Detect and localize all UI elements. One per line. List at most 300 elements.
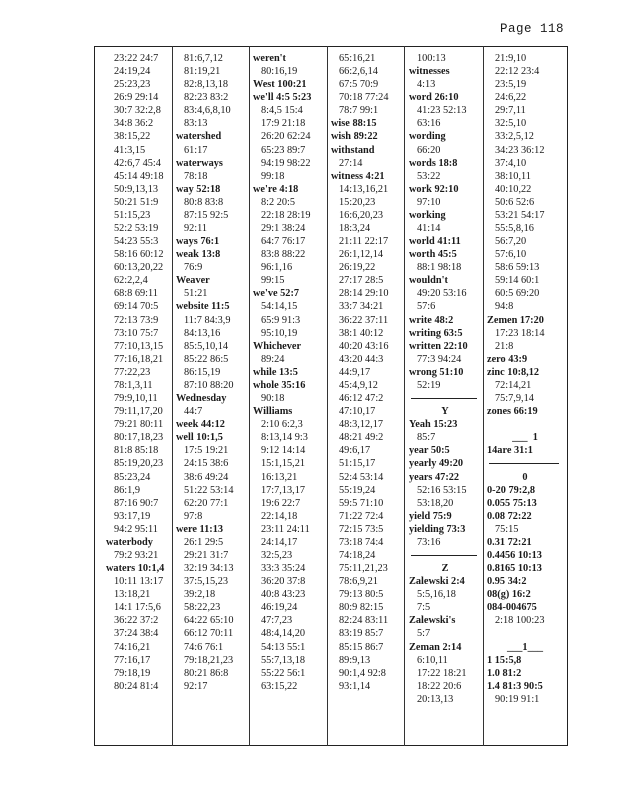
index-headword: Zemen 17:20 [487, 314, 544, 326]
index-locator: 26:20 62:24 [261, 131, 311, 143]
index-headword: witnesses [409, 66, 450, 78]
section-letter: Y [441, 406, 449, 418]
index-locator: 58:22,23 [184, 602, 221, 614]
index-headword: yearly 49:20 [409, 458, 464, 470]
index-locator: 63:15,22 [261, 680, 298, 692]
index-locator: 59:5 71:10 [339, 497, 384, 509]
index-headword: 084-004675 [487, 602, 537, 614]
index-locator: 54:13 55:1 [261, 641, 306, 653]
index-column-5 [409, 52, 481, 706]
index-headword: Wednesday [176, 393, 227, 405]
index-headword: waters 10:1,4 [106, 563, 165, 575]
index-locator: 29:1 38:24 [261, 223, 306, 235]
index-locator: 59:14 60:1 [495, 275, 540, 287]
index-locator: 22:12 23:4 [495, 66, 540, 78]
index-locator: 79:9,10,11 [114, 393, 158, 405]
index-locator: 32:19 34:13 [184, 563, 234, 575]
index-locator: 49:20 53:16 [417, 288, 467, 300]
index-locator: 96:1,16 [261, 262, 293, 274]
index-locator: 79:21 80:11 [114, 419, 164, 431]
index-locator: 41:23 52:13 [417, 105, 467, 117]
index-headword: zero 43:9 [487, 353, 528, 365]
index-locator: 24:15 38:6 [184, 458, 229, 470]
index-locator: 17:9 21:18 [261, 118, 306, 130]
index-locator: 17:5 19:21 [184, 445, 229, 457]
index-locator: 100:13 [417, 53, 446, 64]
index-column-3 [253, 52, 325, 693]
index-headword: wish 89:22 [331, 131, 378, 143]
index-locator: 89:24 [261, 353, 285, 365]
index-locator: 29:7,11 [495, 105, 526, 117]
index-locator: 10:11 13:17 [114, 576, 164, 588]
index-headword: wouldn't [409, 275, 448, 287]
index-locator: 97:10 [417, 196, 441, 208]
index-locator: 40:8 43:23 [261, 589, 306, 601]
index-locator: 14:13,16,21 [339, 183, 389, 195]
index-headword: work 92:10 [409, 183, 459, 195]
index-locator: 62:20 77:1 [184, 497, 229, 509]
index-locator: 51:22 53:14 [184, 484, 234, 496]
index-locator: 69:14 70:5 [114, 301, 159, 313]
index-headword: weak 13:8 [176, 249, 221, 261]
index-locator: 79:18,19 [114, 667, 151, 679]
index-locator: 47:10,17 [339, 406, 376, 418]
index-locator: 94:19 98:22 [261, 157, 311, 169]
index-headword: Whichever [253, 340, 302, 352]
index-headword: 0.055 75:13 [487, 497, 537, 509]
index-locator: 30:7 32:2,8 [114, 105, 161, 117]
index-headword: we've 52:7 [253, 288, 300, 300]
index-locator: 87:15 92:5 [184, 209, 229, 221]
index-locator: 81:6,7,12 [184, 53, 223, 64]
index-locator: 79:13 80:5 [339, 589, 384, 601]
index-locator: 44:9,17 [339, 366, 371, 378]
index-locator: 86:15,19 [184, 366, 221, 378]
index-locator: 26:9 29:14 [114, 92, 159, 104]
index-locator: 44:7 [184, 406, 203, 418]
index-locator: 84:13,16 [184, 327, 221, 339]
section-letter: ___ 1 [512, 432, 538, 444]
index-headword: zinc 10:8,12 [487, 366, 540, 378]
index-locator: 58:6 59:13 [495, 262, 540, 274]
index-locator: 24:6,22 [495, 92, 527, 104]
index-headword: way 52:18 [176, 183, 221, 195]
index-locator: 82:8,13,18 [184, 79, 229, 91]
index-locator: 68:8 69:11 [114, 288, 158, 300]
index-column-2 [176, 52, 248, 693]
index-locator: 78:6,9,21 [339, 576, 378, 588]
index-headword: Weaver [176, 275, 210, 287]
index-locator: 8:2 20:5 [261, 196, 296, 208]
index-locator: 72:14,21 [495, 379, 532, 391]
index-headword: yield 75:9 [409, 510, 452, 522]
index-locator: 46:12 47:2 [339, 393, 384, 405]
index-locator: 23:22 24:7 [114, 53, 159, 64]
index-locator: 49:6,17 [339, 445, 371, 457]
index-locator: 77:16,18,21 [114, 353, 164, 365]
index-locator: 85:5,10,14 [184, 340, 229, 352]
index-locator: 23:5,19 [495, 79, 527, 91]
index-locator: 26:19,22 [339, 262, 376, 274]
index-locator: 22:18 28:19 [261, 209, 311, 221]
index-headword: 0.8165 10:13 [487, 563, 542, 575]
index-locator: 52:2 53:19 [114, 223, 159, 235]
index-locator: 19:6 22:7 [261, 497, 301, 509]
index-locator: 65:9 91:3 [261, 314, 301, 326]
index-headword: 0.31 72:21 [487, 536, 532, 548]
index-headword: Yeah 15:23 [409, 419, 458, 431]
index-headword: we'll 4:5 5:23 [253, 92, 312, 104]
index-locator: 83:8 88:22 [261, 249, 306, 261]
index-locator: 80:8 83:8 [184, 196, 224, 208]
index-locator: 73:10 75:7 [114, 327, 159, 339]
index-locator: 78:1,3,11 [114, 379, 153, 391]
index-locator: 5:5,16,18 [417, 589, 456, 601]
index-locator: 72:15 73:5 [339, 523, 384, 535]
index-headword: writing 63:5 [409, 327, 463, 339]
index-locator: 2:18 100:23 [495, 615, 545, 627]
index-locator: 76:9 [184, 262, 203, 274]
index-locator: 55:22 56:1 [261, 667, 306, 679]
index-locator: 48:3,12,17 [339, 419, 384, 431]
column-divider [172, 46, 173, 746]
index-locator: 75:7,9,14 [495, 393, 534, 405]
index-locator: 52:4 53:14 [339, 471, 384, 483]
index-locator: 80:9 82:15 [339, 602, 384, 614]
index-locator: 26:1,12,14 [339, 249, 384, 261]
index-locator: 24:14,17 [261, 536, 298, 548]
index-locator: 9:12 14:14 [261, 445, 306, 457]
index-locator: 73:18 74:4 [339, 536, 384, 548]
index-locator: 75:11,21,23 [339, 563, 388, 575]
index-locator: 51:21 [184, 288, 208, 300]
index-locator: 38:15,22 [114, 131, 151, 143]
index-headword: wrong 51:10 [409, 366, 464, 378]
index-locator: 32:5,10 [495, 118, 527, 130]
index-headword: zones 66:19 [487, 406, 538, 418]
index-locator: 23:11 24:11 [261, 523, 310, 535]
index-locator: 85:23,24 [114, 471, 151, 483]
index-locator: 97:8 [184, 510, 203, 522]
index-headword: 1 15:5,8 [487, 654, 522, 666]
index-locator: 85:19,20,23 [114, 458, 164, 470]
index-headword: waterways [176, 157, 223, 169]
index-column-1 [106, 52, 170, 693]
index-locator: 37:24 38:4 [114, 628, 159, 640]
index-headword: years 47:22 [409, 471, 460, 483]
index-headword: well 10:1,5 [176, 432, 223, 444]
index-headword: written 22:10 [409, 340, 468, 352]
index-headword: ways 76:1 [176, 236, 220, 248]
index-locator: 64:7 76:17 [261, 236, 306, 248]
index-locator: 66:20 [417, 144, 441, 156]
index-locator: 71:22 72:4 [339, 510, 384, 522]
index-locator: 63:16 [417, 118, 441, 130]
index-locator: 39:2,18 [184, 589, 216, 601]
index-locator: 99:18 [261, 170, 285, 182]
section-rule-line [489, 463, 559, 464]
index-locator: 48:21 49:2 [339, 432, 384, 444]
index-headword: Zeman 2:14 [409, 641, 462, 653]
index-locator: 45:4,9,12 [339, 379, 378, 391]
index-locator: 52:16 53:15 [417, 484, 467, 496]
index-locator: 8:4,5 15:4 [261, 105, 303, 117]
index-locator: 83:4,6,8,10 [184, 105, 231, 117]
index-locator: 90:19 91:1 [495, 693, 540, 705]
index-locator: 28:14 29:10 [339, 288, 389, 300]
index-locator: 77:16,17 [114, 654, 151, 666]
index-column-4 [331, 52, 403, 693]
section-rule [409, 392, 481, 405]
index-locator: 94:2 95:11 [114, 523, 158, 535]
index-headword: worth 45:5 [409, 249, 457, 261]
index-locator: 81:8 85:18 [114, 445, 159, 457]
index-headword: 0.95 34:2 [487, 576, 527, 588]
index-locator [487, 418, 563, 431]
index-locator: 45:14 49:18 [114, 170, 164, 182]
index-headword: 1.0 81:2 [487, 667, 522, 679]
index-locator: 40:20 43:16 [339, 340, 389, 352]
index-locator: 92:17 [184, 680, 208, 692]
column-divider [483, 46, 484, 746]
index-locator: 55:5,8,16 [495, 223, 534, 235]
index-locator: 48:4,14,20 [261, 628, 306, 640]
index-locator: 38:10,11 [495, 170, 531, 182]
section-rule-line [411, 398, 477, 399]
index-locator: 74:16,21 [114, 641, 151, 653]
index-locator: 17:22 18:21 [417, 667, 467, 679]
index-locator: 14:1 17:5,6 [114, 602, 161, 614]
index-locator: 66:2,6,14 [339, 66, 378, 78]
index-locator: 51:15,17 [339, 458, 376, 470]
index-headword: 14are 31:1 [487, 445, 533, 457]
section-letter: Z [441, 563, 449, 575]
index-locator: 77:22,23 [114, 366, 151, 378]
index-headword: whole 35:16 [253, 379, 306, 391]
index-locator: 78:7 99:1 [339, 105, 379, 117]
index-locator: 24:19,24 [114, 66, 151, 78]
section-rule-line [411, 555, 477, 556]
index-headword: website 11:5 [176, 301, 230, 313]
column-divider [404, 46, 405, 746]
index-locator: 6:10,11 [417, 654, 448, 666]
index-locator: 47:7,23 [261, 615, 293, 627]
index-locator: 36:22 37:11 [339, 314, 389, 326]
index-locator: 38:6 49:24 [184, 471, 229, 483]
index-locator: 16:6,20,23 [339, 209, 384, 221]
index-locator: 15:20,23 [339, 196, 376, 208]
index-locator: 78:18 [184, 170, 208, 182]
index-headword: were 11:13 [176, 523, 223, 535]
index-headword: write 48:2 [409, 314, 454, 326]
index-headword: Zalewski 2:4 [409, 576, 465, 588]
index-locator: 21:9,10 [495, 53, 527, 64]
index-headword: week 44:12 [176, 419, 225, 431]
index-locator: 26:1 29:5 [184, 536, 224, 548]
index-locator: 11:7 84:3,9 [184, 314, 231, 326]
index-locator: 95:10,19 [261, 327, 298, 339]
index-locator: 64:22 65:10 [184, 615, 234, 627]
column-divider [327, 46, 328, 746]
index-locator: 42:6,7 45:4 [114, 157, 161, 169]
index-locator: 88:1 98:18 [417, 262, 462, 274]
index-headword: wording [409, 131, 446, 143]
index-locator: 41:14 [417, 223, 441, 235]
index-locator: 54:14,15 [261, 301, 298, 313]
index-headword: working [409, 209, 446, 221]
index-locator: 60:5 69:20 [495, 288, 540, 300]
index-locator: 52:19 [417, 379, 441, 391]
index-headword: we're 4:18 [253, 183, 299, 195]
index-locator: 4:13 [417, 79, 436, 91]
index-locator: 41:3,15 [114, 144, 146, 156]
index-locator: 81:19,21 [184, 66, 221, 78]
index-locator: 2:10 6:2,3 [261, 419, 303, 431]
index-locator: 36:22 37:2 [114, 615, 159, 627]
index-locator: 83:13 [184, 118, 208, 130]
index-locator: 60:13,20,22 [114, 262, 164, 274]
index-locator: 74:18,24 [339, 549, 376, 561]
index-locator: 55:19,24 [339, 484, 376, 496]
index-locator: 13:18,21 [114, 589, 151, 601]
column-divider [249, 46, 250, 746]
index-locator [487, 627, 563, 640]
index-locator: 56:7,20 [495, 236, 527, 248]
index-locator: 73:16 [417, 536, 441, 548]
index-locator: 50:6 52:6 [495, 196, 535, 208]
index-locator: 79:18,21,23 [184, 654, 234, 666]
index-locator: 80:24 81:4 [114, 680, 159, 692]
index-locator: 34:8 36:2 [114, 118, 154, 130]
index-locator: 5:7 [417, 628, 431, 640]
index-locator: 77:3 94:24 [417, 353, 462, 365]
index-locator: 93:17,19 [114, 510, 151, 522]
index-locator: 18:3,24 [339, 223, 371, 235]
index-headword: watershed [176, 131, 222, 143]
index-locator: 18:22 20:6 [417, 680, 462, 692]
index-headword: Williams [253, 406, 293, 418]
index-locator: 32:5,23 [261, 549, 293, 561]
page-number: Page 118 [499, 22, 564, 36]
index-headword: world 41:11 [409, 236, 461, 248]
index-locator: 90:1,4 92:8 [339, 667, 386, 679]
index-locator: 61:17 [184, 144, 208, 156]
index-locator: 94:8 [495, 301, 514, 313]
index-locator: 80:17,18,23 [114, 432, 164, 444]
index-headword: year 50:5 [409, 445, 450, 457]
section-letter: 0 [522, 471, 528, 483]
index-locator: 22:14,18 [261, 510, 298, 522]
index-locator: 33:3 35:24 [261, 563, 306, 575]
index-locator: 29:21 31:7 [184, 549, 229, 561]
index-headword: while 13:5 [253, 366, 298, 378]
index-locator: 65:23 89:7 [261, 144, 306, 156]
index-locator: 15:1,15,21 [261, 458, 306, 470]
index-headword: 0-20 79:2,8 [487, 484, 536, 496]
index-locator: 40:10,22 [495, 183, 532, 195]
index-locator: 66:12 70:11 [184, 628, 234, 640]
index-locator: 50:21 51:9 [114, 196, 159, 208]
index-locator: 82:23 83:2 [184, 92, 229, 104]
index-headword: West 100:21 [253, 79, 307, 91]
index-locator: 21:8 [495, 340, 514, 352]
index-locator: 83:19 85:7 [339, 628, 384, 640]
index-locator: 72:13 73:9 [114, 314, 159, 326]
index-locator: 79:2 93:21 [114, 549, 159, 561]
index-headword: wise 88:15 [331, 118, 377, 130]
index-locator: 34:23 36:12 [495, 144, 545, 156]
index-locator: 53:18,20 [417, 497, 454, 509]
section-letter: ___1___ [506, 641, 544, 653]
index-locator: 74:6 76:1 [184, 641, 224, 653]
index-locator: 67:5 70:9 [339, 79, 379, 91]
index-locator: 55:7,13,18 [261, 654, 306, 666]
index-headword: 0.08 72:22 [487, 510, 532, 522]
index-locator: 79:11,17,20 [114, 406, 163, 418]
index-locator: 36:20 37:8 [261, 576, 306, 588]
index-locator: 37:4,10 [495, 157, 527, 169]
index-locator: 85:15 86:7 [339, 641, 384, 653]
index-locator: 77:10,13,15 [114, 340, 164, 352]
index-headword: 0.4456 10:13 [487, 549, 542, 561]
index-headword: witness 4:21 [331, 170, 385, 182]
index-headword: waterbody [106, 536, 153, 548]
index-headword: yielding 73:3 [409, 523, 466, 535]
index-headword: weren't [253, 53, 286, 64]
index-locator: 80:16,19 [261, 66, 298, 78]
index-locator: 27:14 [339, 157, 363, 169]
index-locator: 65:16,21 [339, 53, 376, 64]
index-locator: 53:21 54:17 [495, 209, 545, 221]
index-locator: 16:13,21 [261, 471, 298, 483]
index-headword: 1.4 81:3 90:5 [487, 680, 543, 692]
index-locator: 37:5,15,23 [184, 576, 229, 588]
index-column-6 [487, 52, 563, 706]
index-headword: word 26:10 [409, 92, 459, 104]
index-locator: 70:18 77:24 [339, 92, 389, 104]
index-locator: 82:24 83:11 [339, 615, 389, 627]
index-locator: 57:6,10 [495, 249, 527, 261]
index-locator: 25:23,23 [114, 79, 151, 91]
index-locator: 87:16 90:7 [114, 497, 159, 509]
index-locator: 58:16 60:12 [114, 249, 164, 261]
index-locator: 51:15,23 [114, 209, 151, 221]
section-rule [487, 457, 563, 470]
index-locator: 38:1 40:12 [339, 327, 384, 339]
index-locator: 90:18 [261, 393, 285, 405]
index-locator: 33:2,5,12 [495, 131, 534, 143]
index-locator: 80:21 86:8 [184, 667, 229, 679]
index-locator: 7:5 [417, 602, 431, 614]
index-locator: 43:20 44:3 [339, 353, 384, 365]
index-headword: words 18:8 [409, 157, 458, 169]
index-headword: 08(g) 16:2 [487, 589, 531, 601]
index-locator: 89:9,13 [339, 654, 371, 666]
index-locator: 99:15 [261, 275, 285, 287]
section-rule [409, 549, 481, 562]
index-locator: 17:23 18:14 [495, 327, 545, 339]
index-locator: 62:2,2,4 [114, 275, 148, 287]
index-headword: withstand [331, 144, 375, 156]
index-headword: Zalewski's [409, 615, 456, 627]
index-locator: 33:7 34:21 [339, 301, 384, 313]
index-locator: 27:17 28:5 [339, 275, 384, 287]
index-locator: 93:1,14 [339, 680, 371, 692]
index-locator: 8:13,14 9:3 [261, 432, 308, 444]
index-locator: 87:10 88:20 [184, 379, 234, 391]
index-locator: 50:9,13,13 [114, 183, 159, 195]
index-locator: 20:13,13 [417, 693, 454, 705]
